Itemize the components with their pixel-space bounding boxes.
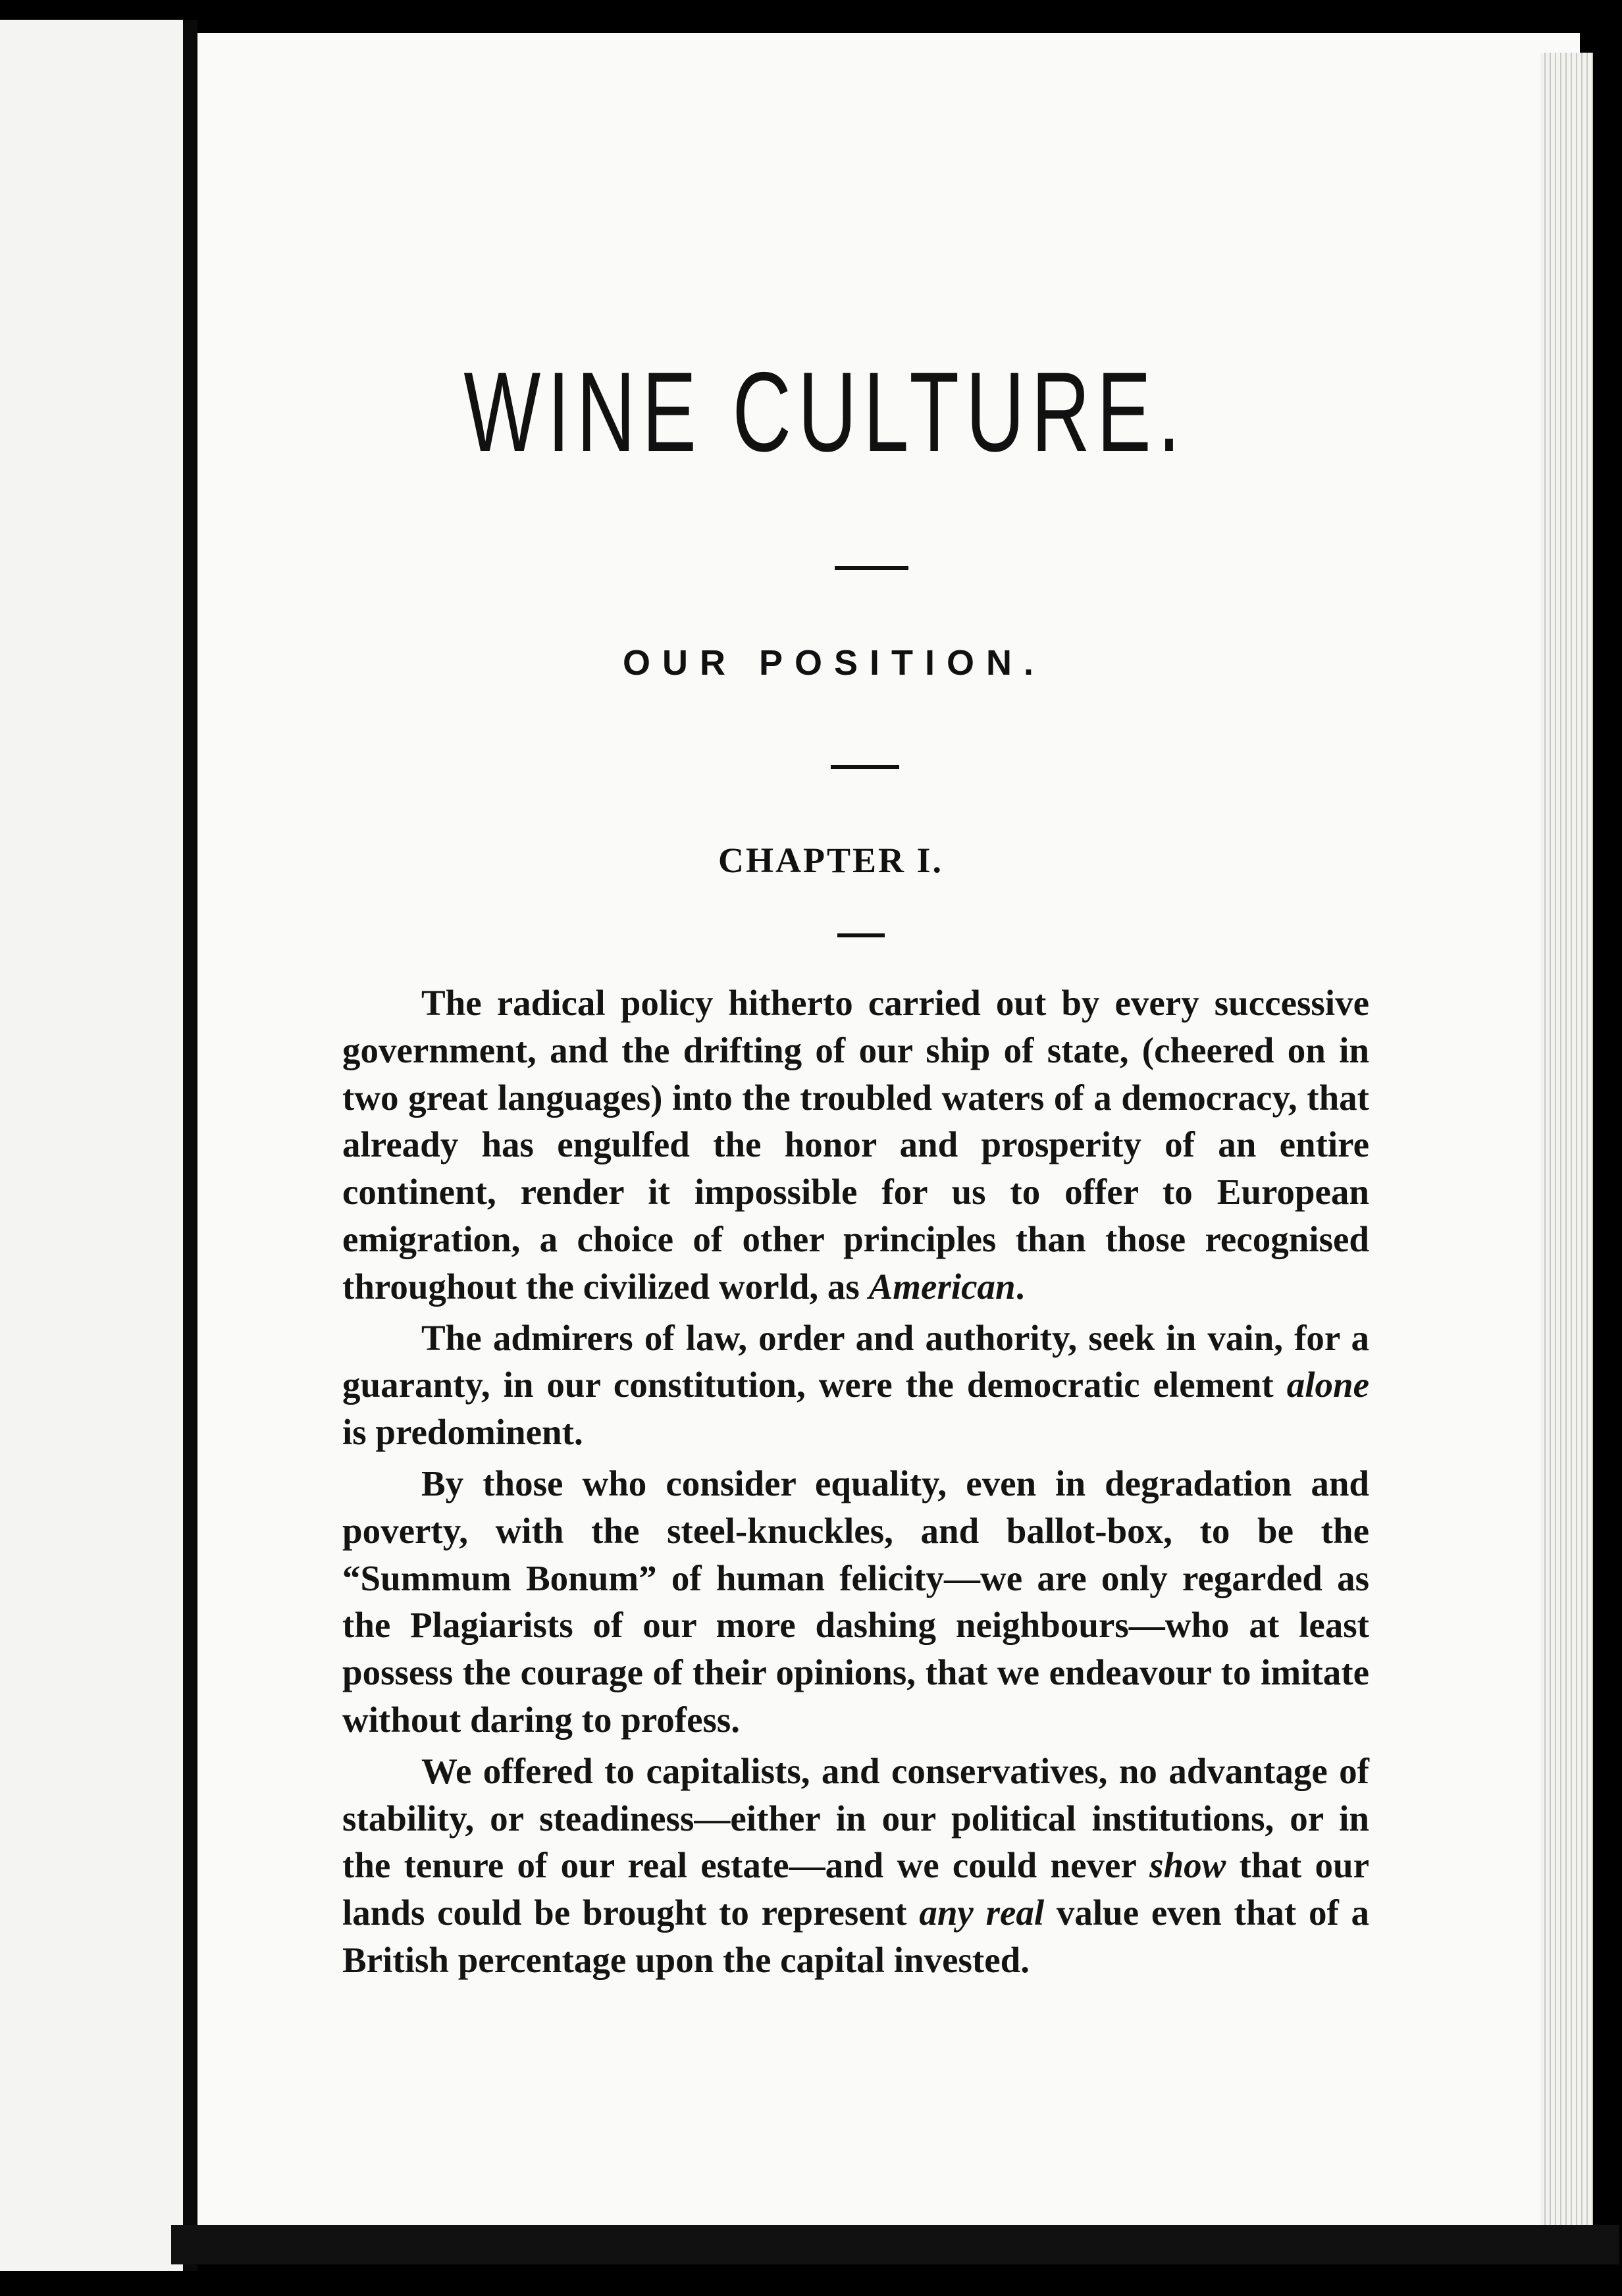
facing-page-edge	[0, 20, 183, 2271]
chapter-body	[342, 979, 1369, 1988]
section-heading: OUR POSITION.	[622, 643, 1046, 683]
emphasis: alone	[1286, 1365, 1369, 1405]
emphasis: any real	[919, 1892, 1045, 1933]
divider-rule	[837, 933, 885, 937]
paragraph: The radical policy hitherto carried out by every successive government, and the drifting of our ship of state, (cheered on in two great languages) into the troubled waters of a democracy, that already has engulfed the honor and prosperity of an entire continent, render it impossible for us to offer to European emigration, a choice of other principles than those recognised throughout the civilized world, as American.	[342, 983, 1369, 1307]
paragraph: By those who consider equality, even in degradation and poverty, with the steel-knuckles, and ballot-box, to be the “Summum Bonum” of human felicity—we are only regarded as the Plagiarists of our more dashing neighbours—who at least possess the courage of their opinions, that we endeavour to imitate without daring to profess.	[342, 1463, 1369, 1740]
book-gutter	[183, 20, 197, 2271]
divider-rule	[835, 566, 908, 570]
emphasis: American	[868, 1266, 1016, 1307]
paragraph: The admirers of law, order and authority, seek in vain, for a guaranty, in our constitution, were the democratic element alone is predominent.	[342, 1317, 1369, 1453]
divider-rule	[831, 765, 899, 769]
chapter-heading: CHAPTER I.	[718, 841, 944, 880]
emphasis: show	[1149, 1845, 1226, 1886]
book-title: WINE CULTURE.	[463, 349, 1188, 475]
page-bottom-shadow	[171, 2225, 1619, 2264]
paragraph: We offered to capitalists, and conservatives, no advantage of stability, or steadiness—either in our political institutions, or in the tenure of our real estate—and we could never show that our lands could be brought to represent any real value even that of a British percentage upon the capital invested.	[342, 1750, 1369, 1980]
page-stack-edges	[1540, 53, 1593, 2245]
